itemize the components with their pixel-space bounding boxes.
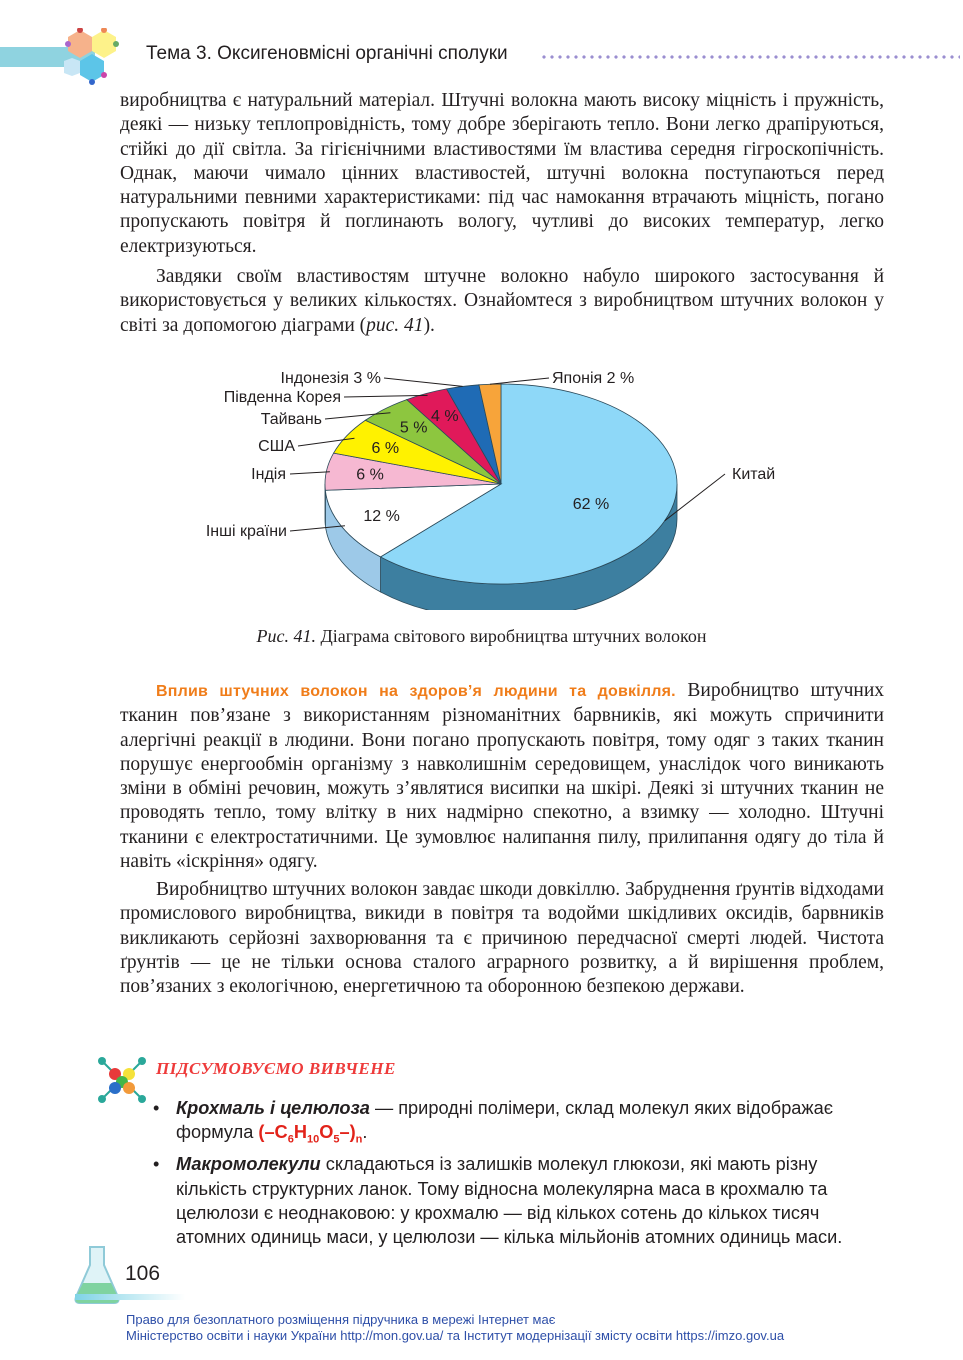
header-dotted-rule <box>540 54 960 60</box>
slice-value-label: 6 % <box>371 439 400 457</box>
summary-title: ПІДСУМОВУЄМО ВИВЧЕНЕ <box>156 1059 396 1078</box>
chapter-title: Тема 3. Оксигеновмісні органічні сполуки <box>146 43 508 64</box>
section-heading: Вплив штучних волокон на здоров’я людини та довкілля. <box>156 683 676 700</box>
summary-list <box>150 1096 886 1249</box>
footer-note-line-1: Право для безоплатного розміщення підручника в мережі Інтернет має <box>126 1312 556 1327</box>
category-label: Південна Корея <box>223 389 341 406</box>
pie-chart <box>185 360 805 610</box>
footer-band <box>75 1294 185 1300</box>
bullet-icon: • <box>153 1154 160 1175</box>
category-label: Індія <box>251 466 286 483</box>
category-label: Індонезія 3 % <box>280 370 381 387</box>
summary-item <box>150 1152 886 1249</box>
formula: $(-C_6H_{10}O_5-)_n$ <box>258 1122 363 1146</box>
figure-reference: рис. 41 <box>366 314 424 336</box>
slice-value-label: 4 % <box>431 408 459 426</box>
footer-note <box>126 1312 784 1344</box>
paragraph-3-text: Виробництво штучних тканин пов’язане з використанням різноманітних барвників, які можуть спричинити алергічні реакції в людини. Вони погано пропускають повітря, тому одяг з таких тканин порушує енергообмін організму з навколишнім середовищем, унаслідок чого виникають зміни в обміні речовин, можуть з’являтися висипки на шкірі. Деякі зі штучних тканин не проводять тепло, тому влітку в них надмірно спекотно, а взимку — холодно. Штучні тканини є електростатичними. Це зумовлює налипання пилу, прилипання одягу до тіла й навіть «іскріння» одягу. <box>120 680 885 873</box>
paragraph-1: виробництва є натуральний матеріал. Штучні волокна мають високу міцність і пружність, деякі — низьку теплопровідність, тому добре зберігають тепло. Вони легко драпіруються, стійкі до дії світла. За гігієнічними властивостями їм властива середня гігроскопічність. Однак, маючи чимало цінних властивостей, штучні волокна поступаються перед натуральними певними характеристиками: під час намокання втрачають міцність, погано пропускають повітря й поглинають вологу, чутливі до високих температур, легко електризуються. <box>120 90 884 257</box>
molecule-icon <box>62 28 122 86</box>
category-label: Китай <box>732 466 776 483</box>
figure-caption-label: Рис. 41. <box>256 626 316 646</box>
leader-line <box>290 472 330 474</box>
slice-value-label: 5 % <box>399 419 428 437</box>
paragraph-2-end: ). <box>423 314 435 336</box>
footer-note-line-2: Міністерство освіти і науки України http://mon.gov.ua/ та Інститут модернізації змісту освіти https://imzo.gov.ua <box>126 1328 785 1343</box>
page-number: 106 <box>125 1262 161 1285</box>
summary-term: Макромолекули <box>176 1154 321 1175</box>
summary-text: — природні полімери, склад молекул яких відображає формула <box>176 1098 833 1143</box>
summary-text-end: . <box>362 1122 368 1143</box>
paragraph-3 <box>120 679 884 874</box>
figure-caption <box>0 626 963 647</box>
bullet-icon: • <box>153 1098 160 1118</box>
summary-item <box>150 1096 886 1152</box>
figure-caption-text: Діаграма світового виробництва штучних волокон <box>315 626 707 646</box>
paragraph-2-text: Завдяки своїм властивостям штучне волокно набуло широкого застосування й використовується у великих кількостях. Ознайомтеся з виробництвом штучних волокон у світі за допомогою діаграми ( <box>120 266 884 336</box>
category-label: США <box>258 438 295 455</box>
category-label: Тайвань <box>260 411 322 428</box>
summary-molecule-icon <box>96 1053 148 1107</box>
leader-line <box>384 378 463 386</box>
paragraph-2 <box>120 265 884 338</box>
category-label: Інші країни <box>205 523 287 540</box>
slice-value-label: 6 % <box>356 466 384 484</box>
leader-line <box>490 378 549 384</box>
category-label: Японія 2 % <box>552 370 635 387</box>
summary-term: Крохмаль і целюлоза <box>176 1098 370 1118</box>
paragraph-4: Виробництво штучних волокон завдає шкоди довкіллю. Забруднення ґрунтів відходами промислового виробництва, викиди в повітря та водойми шкідливих оксидів, барвників викликають серйозні захворювання та є причиною передчасної смерті людей. Чистота ґрунтів — це не тільки основа сталого аграрного розвитку, а й вирішення проблем, пов’язаних з екологічною, енергетичною та оборонною безпекою держави. <box>120 879 884 998</box>
slice-value-label: 12 % <box>363 507 400 525</box>
slice-value-label: 62 % <box>572 496 610 514</box>
summary-text: складаються із залишків молекул глюкози, які мають різну кількість структурних ланок. Тому відносна молекулярна маса в крохмалю та целюлози є неоднаковою: у крохмалю — від кількох сотень до кількох тисяч атомних одиниць маси, у целюлози — кілька мільйонів атомних одиниць маси. <box>176 1154 843 1248</box>
